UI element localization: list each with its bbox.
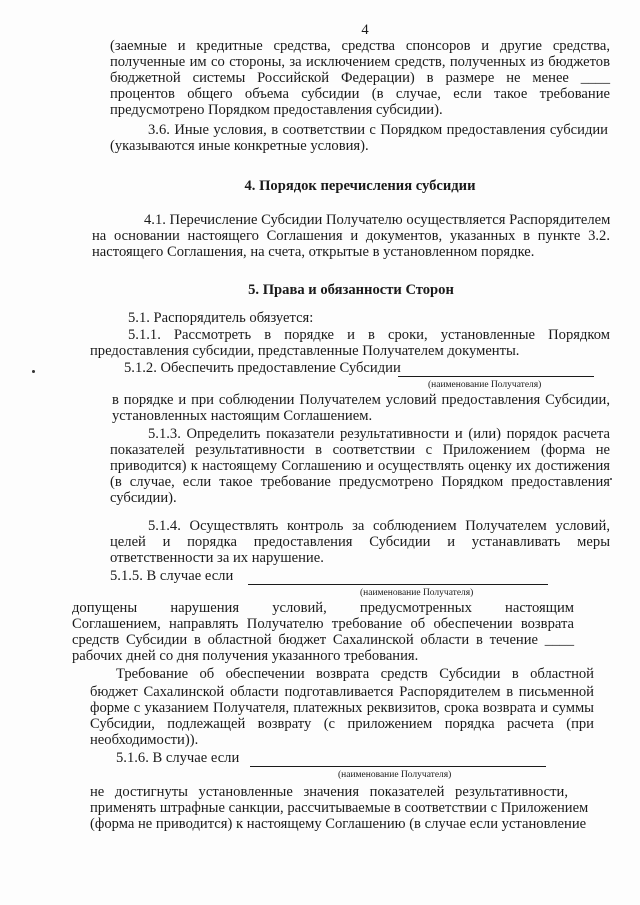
text-line: бюджетной системы Российской Федерации) в размере не менее ____: [110, 70, 610, 86]
text-line: субсидии).: [110, 490, 177, 506]
text-line: не достигнуты установленные значения показателей результативности,: [90, 784, 568, 800]
text-line: ответственности за их нарушение.: [110, 550, 324, 566]
text-line: (форма не приводится) к настоящему Соглашению (в случае если установление: [90, 816, 587, 832]
paragraph-requirement: Требование об обеспечении возврата средств Субсидии в областной: [116, 666, 594, 682]
page-number: 4: [361, 22, 369, 38]
text-line: целей и порядка предоставления Субсидии и устанавливать меры: [110, 534, 610, 550]
paragraph-5-1-6: 5.1.6. В случае если: [116, 750, 240, 766]
text-line: предоставления субсидии, представленные Получателем документы.: [90, 343, 520, 359]
paragraph-5-1: 5.1. Распорядитель обязуется:: [128, 310, 314, 326]
text-line: процентов общего объема субсидии (в случае, если такое требование: [110, 86, 610, 102]
scan-mark: [610, 478, 612, 480]
paragraph-4-1: 4.1. Перечисление Субсидии Получателю осуществляется Распорядителем: [144, 212, 611, 228]
text-line: установленных настоящим Соглашением.: [112, 408, 373, 424]
text-line: на основании настоящего Соглашения и документов, указанных в пункте 3.2.: [92, 228, 610, 244]
text-line: средств Субсидии в областной бюджет Сахалинской области в течение ____: [72, 632, 574, 648]
section-4-title: 4. Порядок перечисления субсидии: [244, 178, 476, 194]
text-line: (указываются иные конкретные условия).: [110, 138, 369, 154]
paragraph-5-1-1: 5.1.1. Рассмотреть в порядке и в сроки, установленные Порядком: [128, 327, 610, 343]
text-line: полученные им со стороны, за исключением средств, полученных из бюджетов: [110, 54, 610, 70]
text-line: (заемные и кредитные средства, средства спонсоров и другие средства,: [110, 38, 610, 54]
text-line: бюджет Сахалинской области подготавливается Распорядителем в письменной: [90, 684, 594, 700]
text-line: допущены нарушения условий, предусмотренных настоящим: [72, 600, 574, 616]
paragraph-5-1-2: 5.1.2. Обеспечить предоставление Субсидии: [124, 360, 401, 376]
text-line: предусмотрено Порядком предоставления субсидии).: [110, 102, 443, 118]
paragraph-5-1-4: 5.1.4. Осуществлять контроль за соблюдением Получателем условий,: [148, 518, 610, 534]
text-line: показателей результативности в соответствии с Приложением (форма не: [110, 442, 610, 458]
text-line: приводится) к настоящему Соглашению и осуществлять оценку их достижения: [110, 458, 610, 474]
recipient-hint: (наименование Получателя): [338, 770, 452, 780]
paragraph-3-6: 3.6. Иные условия, в соответствии с Порядком предоставления субсидии: [148, 122, 608, 138]
paragraph-5-1-5: 5.1.5. В случае если: [110, 568, 234, 584]
text-line: форме с указанием Получателя, платежных реквизитов, срока возврата и суммы: [90, 700, 594, 716]
text-line: применять штрафные санкции, рассчитываемые в соответствии с Приложением: [90, 800, 589, 816]
recipient-name-blank: [398, 376, 594, 377]
recipient-hint: (наименование Получателя): [360, 588, 474, 598]
paragraph-5-1-3: 5.1.3. Определить показатели результативности и (или) порядок расчета: [148, 426, 610, 442]
text-line: в порядке и при соблюдении Получателем условий предоставления Субсидии,: [112, 392, 610, 408]
section-5-title: 5. Права и обязанности Сторон: [248, 282, 454, 298]
text-line: Соглашением, направлять Получателю требование об обеспечении возврата: [72, 616, 574, 632]
text-line: настоящего Соглашения, на счета, открытые в установленном порядке.: [92, 244, 535, 260]
recipient-name-blank: [248, 584, 548, 585]
text-line: необходимости)).: [90, 732, 199, 748]
recipient-hint: (наименование Получателя): [428, 380, 542, 390]
scan-mark: [32, 370, 35, 373]
text-line: (в случае, если такое требование предусмотрено Порядком предоставления: [110, 474, 610, 490]
text-line: Субсидии, подлежащей возврату (с приложением порядка расчета (при: [90, 716, 594, 732]
text-line: рабочих дней со дня получения указанного требования.: [72, 648, 419, 664]
recipient-name-blank: [250, 766, 546, 767]
